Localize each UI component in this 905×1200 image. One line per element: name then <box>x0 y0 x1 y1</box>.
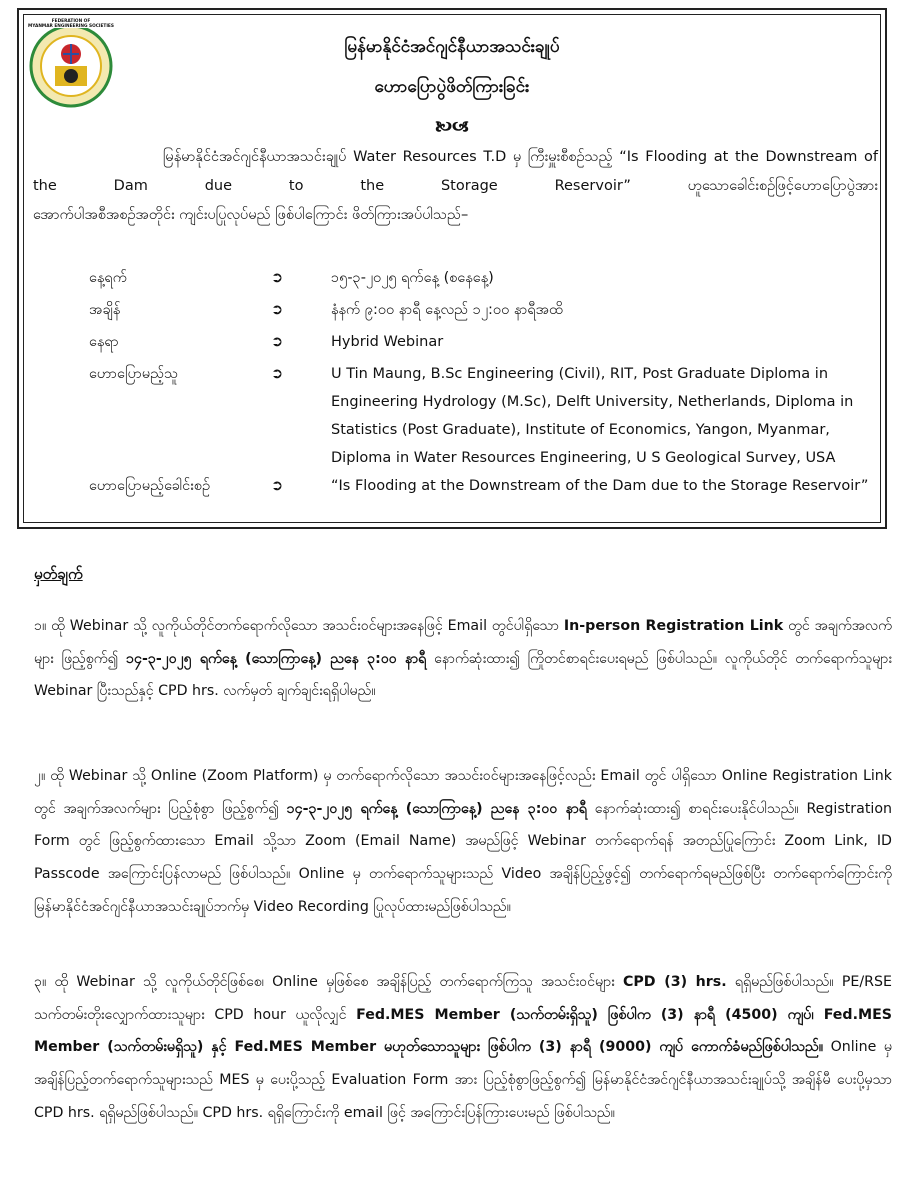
intro-paragraph: မြန်မာနိုင်ငံအင်ဂျင်နီယာအသင်းချုပ် Water Resources T.D မှ ကြီးမှူးစီစဉ်သည့် “Is Flooding at the Downstream of the Dam due to the Storage Reservoir” ဟူသောခေါင်းစဉ်ဖြင့်ဟောပြောပွဲအား <box>33 149 878 194</box>
note-text: တွင် အချက်အလက်များ ဖြည့်စွက်၍ <box>34 618 893 667</box>
detail-value: U Tin Maung, B.Sc Engineering (Civil), RIT, Post Graduate Diploma in Engineering Hydrology (M.Sc), Delft University, Netherlands, Diploma in Statistics (Post Graduate), Institute of Economics, Yangon, Myanmar, Diploma in Water Resources Engineering, U S Geological Survey, USA <box>331 366 854 466</box>
note-text: နောက်ဆုံးထား၍ ကြိုတင်စာရင်းပေးရမည် ဖြစ်ပါသည်။ လူကိုယ်တိုင် တက်ရောက်သူများ Webinar ပြီးသည်နှင့် CPD hrs. လက်မှတ် ချက်ချင်းရရှိပါမည်။ <box>34 650 892 700</box>
detail-value: “Is Flooding at the Downstream of the Dam due to the Storage Reservoir” <box>331 478 869 494</box>
note-paragraph-2 <box>34 760 892 924</box>
note-text: နောက်ဆုံးထား၍ စာရင်းပေးနိုင်ပါသည်။ Registration Form တွင် ဖြည့်စွက်ထားသော Email သို့သာ Zoom (Email Name) အမည်ဖြင့် Webinar တက်ရောက်ရန် အတည်ပြုကြောင်း Zoom Link, ID Passcode အကြောင်းပြန်လာမည် ဖြစ်ပါသည်။ Online မှ တက်ရောက်သူများသည် Video အချိန်ပြည့်ဖွင့်၍ တက်ရောက်ရမည်ဖြစ်ပြီး တက်ရောက်ကြောင်းကို မြန်မာနိုင်ငံအင်ဂျင်နီယာအသင်းချုပ်ဘက်မှ Video Recording ပြုလုပ်ထားမည်ဖြစ်ပါသည်။ <box>34 800 893 915</box>
notes-heading: မှတ်ချက် <box>34 565 83 583</box>
detail-value: ၁၅-၃-၂၀၂၅ ရက်နေ့ (စနေနေ့) <box>331 270 494 286</box>
arrow-bullet-icon: ➲ <box>271 302 284 318</box>
logo-text-line1: FEDERATION OF <box>51 19 91 24</box>
page-subtitle: ဟောပြောပွဲဖိတ်ကြားခြင်း <box>374 77 530 97</box>
detail-label: ဟောပြောမည့်သူ <box>89 366 179 382</box>
note-paragraph-1 <box>34 610 892 708</box>
note-bold-text: ၁၄-၃-၂၀၂၅ ရက်နေ့ (သောကြာနေ့) ညနေ ၃:၀၀ နာရီ <box>286 800 587 817</box>
detail-label: နေရာ <box>89 334 119 350</box>
note-text: ရရှိမည်ဖြစ်ပါသည်။ PE/RSE သက်တမ်းတိုးလျှောက်ထားသူများ CPD hour ယူလိုလျှင် <box>34 974 893 1023</box>
note-bold-text: CPD (3) hrs. <box>623 974 727 990</box>
arrow-bullet-icon: ➲ <box>271 270 284 286</box>
note-text: ၁။ ထို Webinar သို့ လူကိုယ်တိုင်တက်ရောက်လိုသော အသင်းဝင်များအနေဖြင့် Email တွင်ပါရှိသော <box>34 618 564 634</box>
detail-value: Hybrid Webinar <box>331 334 444 350</box>
arrow-bullet-icon: ➲ <box>271 334 284 350</box>
logo-text-line2: MYANMAR ENGINEERING SOCIETIES <box>28 24 114 29</box>
note-text: Online မှ အချိန်ပြည့်တက်ရောက်သူများသည် MES မှ ပေးပို့သည့် Evaluation Form အား ပြည့်စုံစွာဖြည့်စွက်၍ မြန်မာနိုင်ငံအင်ဂျင်နီယာအသင်းချုပ်သို့ အချိန်မီ ပေးပို့မှသာ CPD hrs. ရရှိမည်ဖြစ်ပါသည်။ CPD hrs. ရရှိကြောင်းကို email ဖြင့် အကြောင်းပြန်ကြားပေးမည် ဖြစ်ပါသည်။ <box>34 1039 892 1121</box>
note-text: ၂။ ထို Webinar သို့ Online (Zoom Platform) မှ တက်ရောက်လိုသော အသင်းဝင်များအနေဖြင့်လည်း Email တွင် ပါရှိသော Online Registration Link တွင် အချက်အလက်များ ပြည့်စုံစွာ ဖြည့်စွက်၍ <box>34 768 892 817</box>
detail-label: ဟောပြောမည့်ခေါင်းစဉ် <box>89 478 211 494</box>
arrow-bullet-icon: ➲ <box>271 478 284 494</box>
detail-label: အချိန် <box>89 302 121 318</box>
note-bold-text: Fed.MES Member (သက်တမ်းရှိသူ) ဖြစ်ပါက (3) နာရီ (4500) ကျပ်၊ Fed.MES Member (သက်တမ်းမရှိသူ) နှင့် Fed.MES Member မဟုတ်သောသူများ ဖြစ်ပါက (3) နာရီ (9000) ကျပ် ကောက်ခံမည်ဖြစ်ပါသည်။ <box>34 1006 892 1056</box>
arrow-bullet-icon: ➲ <box>271 366 284 382</box>
note-text: ၃။ ထို Webinar သို့ လူကိုယ်တိုင်ဖြစ်စေ၊ Online မှဖြစ်စေ အချိန်ပြည့် တက်ရောက်ကြသူ အသင်းဝင်များ <box>34 974 623 990</box>
detail-value: နံနက် ၉:၀၀ နာရီ နေ့လည် ၁၂:၀၀ နာရီအထိ <box>331 302 563 318</box>
note-bold-text: ၁၄-၃-၂၀၂၅ ရက်နေ့ (သောကြာနေ့) ညနေ ၃:၀၀ နာရီ <box>126 650 427 667</box>
ornament-divider: 🙤🙦 <box>435 117 469 136</box>
detail-label: နေ့ရက် <box>89 270 127 286</box>
note-paragraph-3 <box>34 966 892 1130</box>
invitation-frame <box>17 8 887 529</box>
intro-paragraph-end: အောက်ပါအစီအစဉ်အတိုင်း ကျင်းပပြုလုပ်မည် ဖြစ်ပါကြောင်း ဖိတ်ကြားအပ်ပါသည်– <box>33 207 469 223</box>
page-title: မြန်မာနိုင်ငံအင်ဂျင်နီယာအသင်းချုပ် <box>344 37 560 57</box>
note-bold-text: In-person Registration Link <box>563 618 784 634</box>
